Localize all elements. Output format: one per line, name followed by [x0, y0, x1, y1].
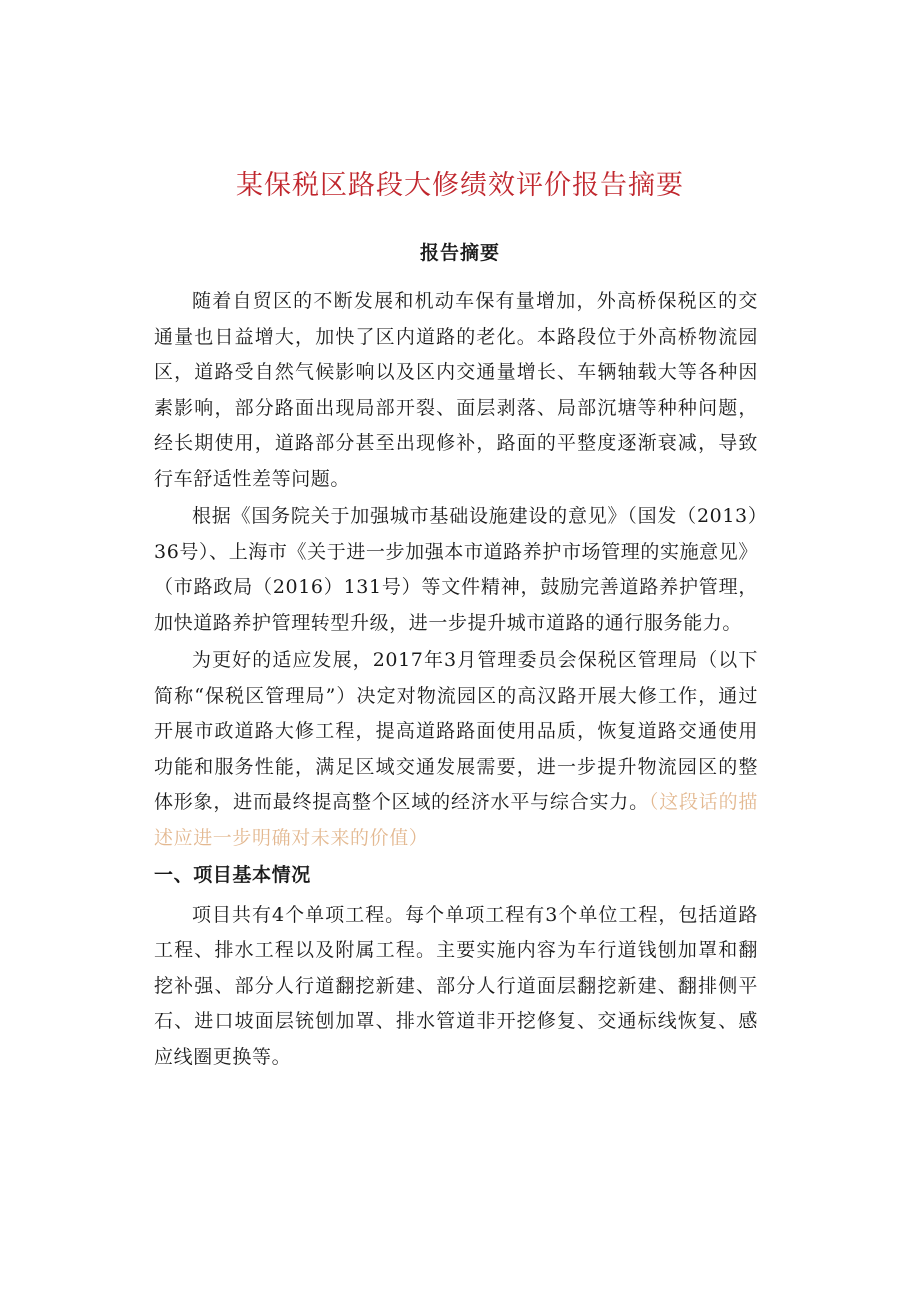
paragraph-purpose-text: 为更好的适应发展，2017年3月管理委员会保税区管理局（以下简称“保税区管理局”）决定对物流园区的高汉路开展大修工作，通过开展市政道路大修工程，提高道路路面使用品质，恢复道路交通使用功能和服务性能，满足区域交通发展需要，进一步提升物流园区的整体形象，进而最终提高整个区域的经济水平与综合实力。 — [154, 649, 758, 813]
document-title: 某保税区路段大修绩效评价报告摘要 — [236, 170, 684, 201]
section-heading-project-basics: 一、项目基本情况 — [154, 864, 311, 886]
paragraph-project-scope: 项目共有4个单项工程。每个单项工程有3个单位工程，包括道路工程、排水工程以及附属工程。主要实施内容为车行道钱刨加罩和翻挖补强、部分人行道翻挖新建、部分人行道面层翻挖新建、翻排侧平石、进口坡面层铳刨加罩、排水管道非开挖修复、交通标线恢复、感应线圈更换等。 — [154, 903, 758, 1068]
paragraph-purpose — [154, 643, 758, 856]
paragraph-background: 随着自贸区的不断发展和机动车保有量增加，外高桥保税区的交通量也日益增大，加快了区内道路的老化。本路段位于外高桥物流园区，道路受自然气候影响以及区内交通量增长、车辆轴载大等各种因素影响，部分路面出现局部开裂、面层剥落、局部沉塘等种种问题，经长期使用，道路部分甚至出现修补，路面的平整度逐渐衰减，导致行车舒适性差等问题。 — [154, 290, 758, 490]
document-body — [154, 284, 758, 1077]
paragraph-policy-basis: 根据《国务院关于加强城市基础设施建设的意见》（国发（2013）36号）、上海市《关于进一步加强本市道路养护市场管理的实施意见》（市路政局（2016）131号）等文件精神，鼓励完善道路养护管理，加快道路养护管理转型升级，进一步提升城市道路的通行服务能力。 — [154, 505, 758, 634]
report-summary-heading: 报告摘要 — [419, 242, 500, 264]
review-comment-note: （这段话的描述应进一步明确对未来的价值） — [154, 791, 758, 849]
